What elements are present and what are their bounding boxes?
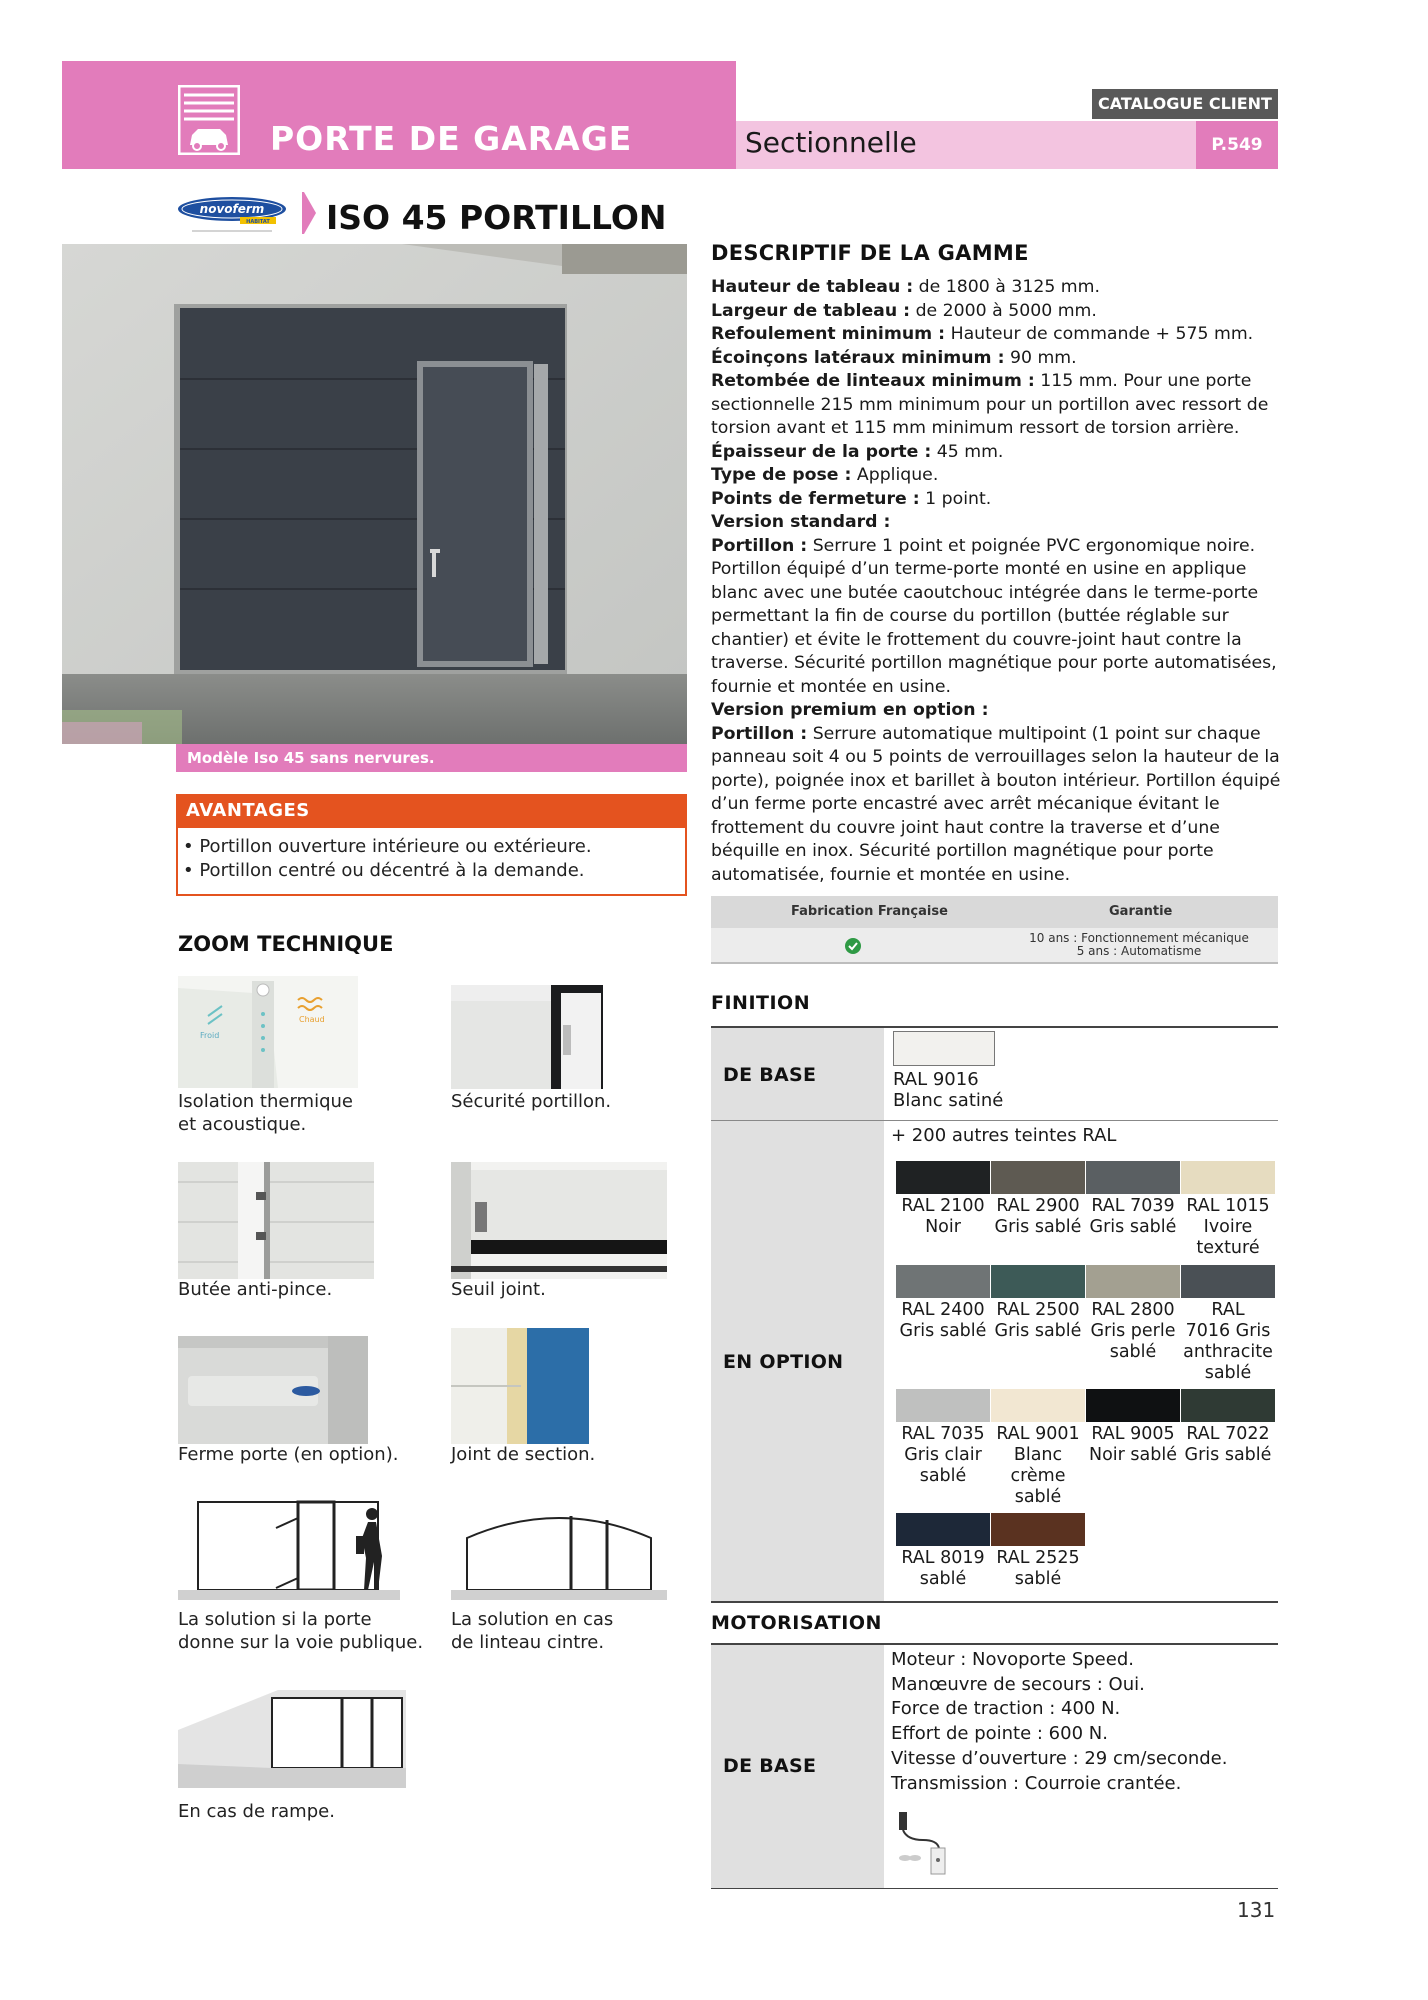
finition-title: FINITION [711,992,811,1014]
motor-spec: Manœuvre de secours : Oui. [891,1673,1145,1695]
color-swatch [896,1265,990,1298]
badge-values [711,928,1278,964]
warranty-value: 10 ans : Fonctionnement mécanique 5 ans : Automatisme [1029,931,1249,958]
color-swatch-label: RAL 7039 Gris sablé [1089,1196,1177,1237]
color-swatch-label: RAL 2900 Gris sablé [994,1196,1082,1237]
motor-spec: Force de traction : 400 N. [891,1698,1121,1720]
desc-line: Type de pose : Applique. [711,465,939,485]
brand-tagline: HABITAT [246,219,270,225]
threshold-seal-thumbnail [451,1162,667,1279]
description-title: DESCRIPTIF DE LA GAMME [711,241,1029,265]
color-swatch-label: RAL 2400 Gris sablé [899,1300,987,1341]
color-swatch [896,1161,990,1194]
desc-line: Écoinçons latéraux minimum : 90 mm. [711,347,1077,368]
color-swatch-label: RAL 7035 Gris clair sablé [901,1424,985,1486]
check-circle-icon [844,937,862,955]
catalog-page-ref: P.549 [1196,121,1278,169]
color-swatch [1086,1265,1180,1298]
color-swatch-label: RAL 9001 Blanc crème sablé [996,1424,1080,1507]
color-swatch-label: RAL 9005 Noir sablé [1089,1424,1177,1465]
section-subtitle: Sectionnelle [745,126,917,159]
color-swatch [991,1265,1085,1298]
photo-caption: Modèle Iso 45 sans nervures. [176,744,687,772]
desc-line: Épaisseur de la porte : 45 mm. [711,441,1004,462]
zoom-caption-threshold: Seuil joint. [451,1279,546,1300]
zoom-caption-public-road: La solution si la porte donne sur la voie publique. [178,1609,424,1653]
motor-base-label: DE BASE [723,1755,817,1777]
desc-line: Version premium en option : [711,700,989,720]
color-swatch [1086,1161,1180,1194]
garage-door-photo [62,244,687,744]
door-closer-thumbnail [178,1336,368,1444]
color-swatch [896,1513,990,1546]
desc-line: Refoulement minimum : Hauteur de commande + 575 mm. [711,324,1254,344]
color-swatch-label: RAL 2800 Gris perle sablé [1090,1300,1176,1362]
color-swatch-label: RAL 2525 sablé [996,1548,1080,1589]
advantages-title: AVANTAGES [176,794,687,828]
finition-base-label: DE BASE [723,1064,817,1086]
catalog-label: CATALOGUE CLIENT [1092,89,1278,119]
color-swatch [991,1513,1085,1546]
insulation-thumbnail [178,976,358,1088]
finition-option-label: EN OPTION [723,1351,844,1373]
color-swatch [1086,1389,1180,1422]
desc-line: Portillon : Serrure 1 point et poignée PVC ergonomique noire. Portillon équipé d’un terme-porte monté en usine en applique blanc avec une butée caoutchouc intégrée dans le terme-porte permettant la fin de course du portillon (buttée réglable sur chantier) et évite le frottement du couvre-joint haut contre la traverse. Sécurité portillon magnétique pour porte automatisées, fournie et montée en usine. [711,535,1277,697]
option-note: + 200 autres teintes RAL [891,1125,1117,1146]
public-road-diagram [178,1498,400,1606]
divider [711,1601,1278,1603]
curved-lintel-diagram [451,1498,667,1606]
desc-line: Points de fermeture : 1 point. [711,488,992,509]
zoom-caption-door-closer: Ferme porte (en option). [178,1444,399,1465]
color-swatch [1181,1161,1275,1194]
color-swatch-label: RAL 1015 Ivoire texturé [1186,1196,1270,1258]
ramp-diagram [178,1690,406,1798]
motor-spec: Transmission : Courroie crantée. [891,1772,1182,1794]
base-color-swatch [893,1031,995,1066]
motor-spec: Moteur : Novoporte Speed. [891,1649,1134,1670]
description-body [711,276,1281,887]
desc-line: Version standard : [711,512,891,532]
motor-spec: Effort de pointe : 600 N. [891,1723,1108,1745]
zoom-caption-curved-lintel: La solution en cas de linteau cintre. [451,1609,614,1653]
security-thumbnail [451,985,603,1089]
zoom-caption-anti-pinch: Butée anti-pince. [178,1279,333,1300]
zoom-caption-section-seal: Joint de section. [451,1444,596,1465]
color-swatch-label: RAL 2100 Noir [901,1196,985,1237]
base-color-label: RAL 9016 Blanc satiné [893,1069,1004,1111]
desc-line: Portillon : Serrure automatique multipoint (1 point sur chaque panneau soit 4 ou 5 points de verrouillages selon la hauteur de la porte), poignée inox et barillet à bouton intérieur. Portillon équipé d’un ferme porte encastré avec arrêt mécanique évitant le frottement du couvre joint haut contre la traverse et d’une béquille en inox. Sécurité portillon magnétique pour porte automatisée, fournie et montée en usine. [711,723,1281,885]
zoom-caption-insulation: Isolation thermique et acoustique. [178,1091,353,1135]
color-swatch-label: RAL 7016 Gris anthracite sablé [1183,1300,1273,1383]
color-swatch-label: RAL 2500 Gris sablé [994,1300,1082,1341]
chaud-label: Chaud [299,1015,325,1024]
color-swatch-label: RAL 8019 sablé [901,1548,985,1589]
remote-control-icon [893,1810,953,1878]
desc-line: Hauteur de tableau : de 1800 à 3125 mm. [711,277,1100,297]
section-title: PORTE DE GARAGE [270,119,633,158]
warranty-label: Garantie [1109,904,1173,919]
page-number: 131 [1237,1898,1276,1922]
section-seal-thumbnail [451,1328,589,1444]
advantage-item: • Portillon centré ou décentré à la demande. [183,860,585,881]
made-in-france-label: Fabrication Française [791,904,948,919]
brand-name: novoferm [199,202,265,216]
color-swatch [991,1161,1085,1194]
chevron-right-icon [302,192,318,234]
zoom-caption-ramp: En cas de rampe. [178,1801,335,1822]
novoferm-logo [176,196,292,236]
zoom-title: ZOOM TECHNIQUE [178,932,394,956]
motorisation-title: MOTORISATION [711,1612,882,1634]
badge-header [711,896,1278,928]
garage-door-icon [178,85,240,155]
color-swatch [896,1389,990,1422]
desc-line: Retombée de linteaux minimum : 115 mm. Pour une porte sectionnelle 215 mm minimum pour un portillon avec ressort de torsion avant et 115 mm minimum ressort de torsion arrière. [711,371,1269,438]
motor-spec: Vitesse d’ouverture : 29 cm/seconde. [891,1747,1228,1769]
divider [711,1888,1278,1889]
motor-specs [891,1648,1227,1796]
desc-line: Largeur de tableau : de 2000 à 5000 mm. [711,300,1097,321]
color-swatch [991,1389,1085,1422]
advantage-item: • Portillon ouverture intérieure ou extérieure. [183,836,592,857]
color-swatch [1181,1389,1275,1422]
anti-pinch-thumbnail [178,1162,374,1279]
color-swatch-label: RAL 7022 Gris sablé [1184,1424,1272,1465]
product-title: ISO 45 PORTILLON [326,198,667,237]
froid-label: Froid [200,1031,220,1040]
zoom-caption-security: Sécurité portillon. [451,1091,612,1112]
color-swatch [1181,1265,1275,1298]
